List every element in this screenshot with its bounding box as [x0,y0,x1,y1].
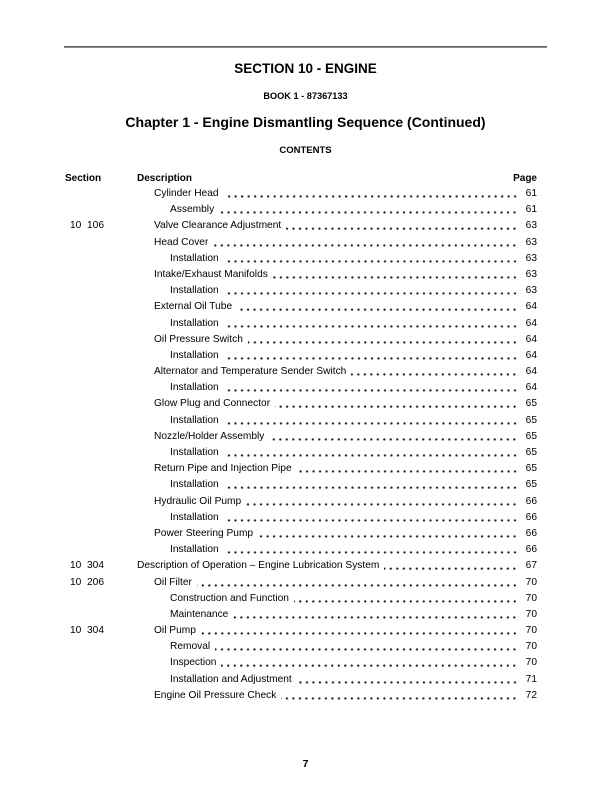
toc-row-description: Intake/Exhaust Manifolds [154,268,268,280]
toc-row-page: 70 [525,625,537,637]
toc-row-description: Oil Filter [154,576,192,588]
footer-page-number: 7 [302,758,309,770]
toc-row [64,267,547,283]
toc-row [64,251,547,267]
toc-row-page: 70 [525,657,537,669]
toc-row [64,299,547,315]
dot-leader [297,461,517,477]
dot-leader [275,396,517,412]
toc-row-description: External Oil Tube [154,301,233,313]
toc-row [64,607,547,623]
toc-row [64,332,547,348]
dot-leader [294,591,517,607]
toc-row-page: 63 [525,252,537,264]
toc-row-page: 67 [525,560,537,572]
toc-row [64,688,547,704]
top-rule [64,46,547,48]
dot-leader [224,413,517,429]
dot-leader [224,542,517,558]
toc-row [64,235,547,251]
toc-row-description: Removal [170,641,211,653]
book-code: BOOK 1 - 87367133 [263,91,348,101]
toc-row [64,380,547,396]
toc-row-description: Nozzle/Holder Assembly [154,430,265,442]
toc-row-description: Installation [170,544,219,556]
dot-leader [248,332,517,348]
dot-leader [351,364,517,380]
toc-row-page: 63 [525,236,537,248]
toc-row [64,218,547,234]
toc-row [64,623,547,639]
toc-row-page: 65 [525,430,537,442]
toc-row [64,186,547,202]
dot-leader [224,186,517,202]
dot-leader [297,672,517,688]
toc-row-page: 70 [525,592,537,604]
dot-leader [273,267,517,283]
toc-row-page: 64 [525,333,537,345]
toc-row-page: 64 [525,366,537,378]
toc-row-page: 64 [525,349,537,361]
chapter-title: Chapter 1 - Engine Dismantling Sequence (Continued) [125,114,486,130]
dot-leader [213,235,517,251]
toc-row-description: Assembly [170,204,215,216]
toc-row-description: Valve Clearance Adjustment [154,220,282,232]
toc-row-description: Installation [170,285,219,297]
dot-leader [197,575,517,591]
toc-row [64,558,547,574]
toc-row-page: 63 [525,268,537,280]
toc-column-headers [64,171,547,187]
toc-row [64,429,547,445]
contents-heading: CONTENTS [279,145,332,156]
toc-row [64,639,547,655]
dot-leader [281,688,517,704]
toc-row-description: Installation [170,349,219,361]
dot-leader [233,607,517,623]
toc-row-description: Installation [170,479,219,491]
dot-leader [221,655,517,671]
toc-row-description: Hydraulic Oil Pump [154,495,242,507]
dot-leader [224,477,517,493]
toc-row-description: Alternator and Temperature Sender Switch [154,366,347,378]
dot-leader [224,380,517,396]
dot-leader [258,526,517,542]
toc-row-page: 61 [525,188,537,199]
toc-row [64,348,547,364]
toc-row-page: 66 [525,495,537,507]
toc-row-description: Engine Oil Pressure Check [154,689,277,701]
toc-row-description: Inspection [170,657,217,669]
column-header-page: Page [513,173,537,184]
toc-row [64,526,547,542]
toc-row-page: 64 [525,301,537,313]
toc-row-section: 10 206 [70,576,104,588]
toc-row [64,202,547,218]
toc-row-page: 71 [525,673,537,685]
toc-row-page: 66 [525,511,537,523]
toc-row-page: 65 [525,398,537,410]
toc-row [64,413,547,429]
toc-row-page: 65 [525,463,537,475]
dot-leader [224,445,517,461]
toc-row-page: 65 [525,447,537,458]
toc-row-description: Maintenance [170,608,229,620]
toc-rows [64,186,547,704]
toc-row-description: Power Steering Pump [154,527,254,539]
toc-row-description: Installation [170,317,219,329]
toc-row-description: Construction and Function [170,592,289,604]
toc-row-page: 64 [525,317,537,329]
dot-leader [224,316,517,332]
dot-leader [201,623,517,639]
toc-row [64,364,547,380]
toc-row-page: 70 [525,576,537,588]
toc-row-page: 63 [525,220,537,232]
toc-row-page: 64 [525,382,537,394]
toc-row [64,575,547,591]
dot-leader [286,218,517,234]
column-header-description: Description [137,173,193,184]
toc-row [64,461,547,477]
toc-row-description: Installation [170,447,219,458]
toc-row [64,494,547,510]
toc-row-page: 63 [525,285,537,297]
toc-row-description: Oil Pressure Switch [154,333,243,345]
toc-row-description: Installation [170,382,219,394]
toc-row-description: Installation and Adjustment [170,673,292,685]
toc-row [64,396,547,412]
dot-leader [224,510,517,526]
toc-row-section: 10 304 [70,625,104,637]
column-header-section: Section [65,173,102,184]
toc-row-description: Installation [170,414,219,426]
toc-row-description: Cylinder Head [154,188,219,199]
dot-leader [237,299,517,315]
toc-row-description: Glow Plug and Connector [154,398,271,410]
toc-row-page: 65 [525,479,537,491]
toc-row [64,510,547,526]
toc-row-page: 70 [525,608,537,620]
toc-row-page: 72 [525,689,537,701]
dot-leader [246,494,517,510]
toc-row-description: Installation [170,252,219,264]
toc-row-section: 10 106 [70,220,104,232]
toc-row-section: 10 304 [70,560,104,572]
section-title: SECTION 10 - ENGINE [234,61,377,76]
toc-row-description: Description of Operation – Engine Lubrication System [137,560,380,572]
toc-row [64,477,547,493]
toc-row-page: 65 [525,414,537,426]
toc-row-description: Installation [170,511,219,523]
toc-row-page: 66 [525,527,537,539]
toc-row-description: Return Pipe and Injection Pipe [154,463,292,475]
toc-row [64,655,547,671]
dot-leader [224,283,517,299]
dot-leader [269,429,517,445]
toc-row-page: 61 [525,204,537,216]
toc-row-page: 66 [525,544,537,556]
toc-row-page: 70 [525,641,537,653]
dot-leader [219,202,517,218]
dot-leader [224,251,517,267]
toc-row [64,445,547,461]
toc-row [64,672,547,688]
dot-leader [384,558,517,574]
toc-row [64,316,547,332]
toc-row-description: Head Cover [154,236,209,248]
toc-row-description: Oil Pump [154,625,196,637]
toc-row [64,591,547,607]
toc-row [64,283,547,299]
dot-leader [215,639,517,655]
dot-leader [224,348,517,364]
toc-row [64,542,547,558]
